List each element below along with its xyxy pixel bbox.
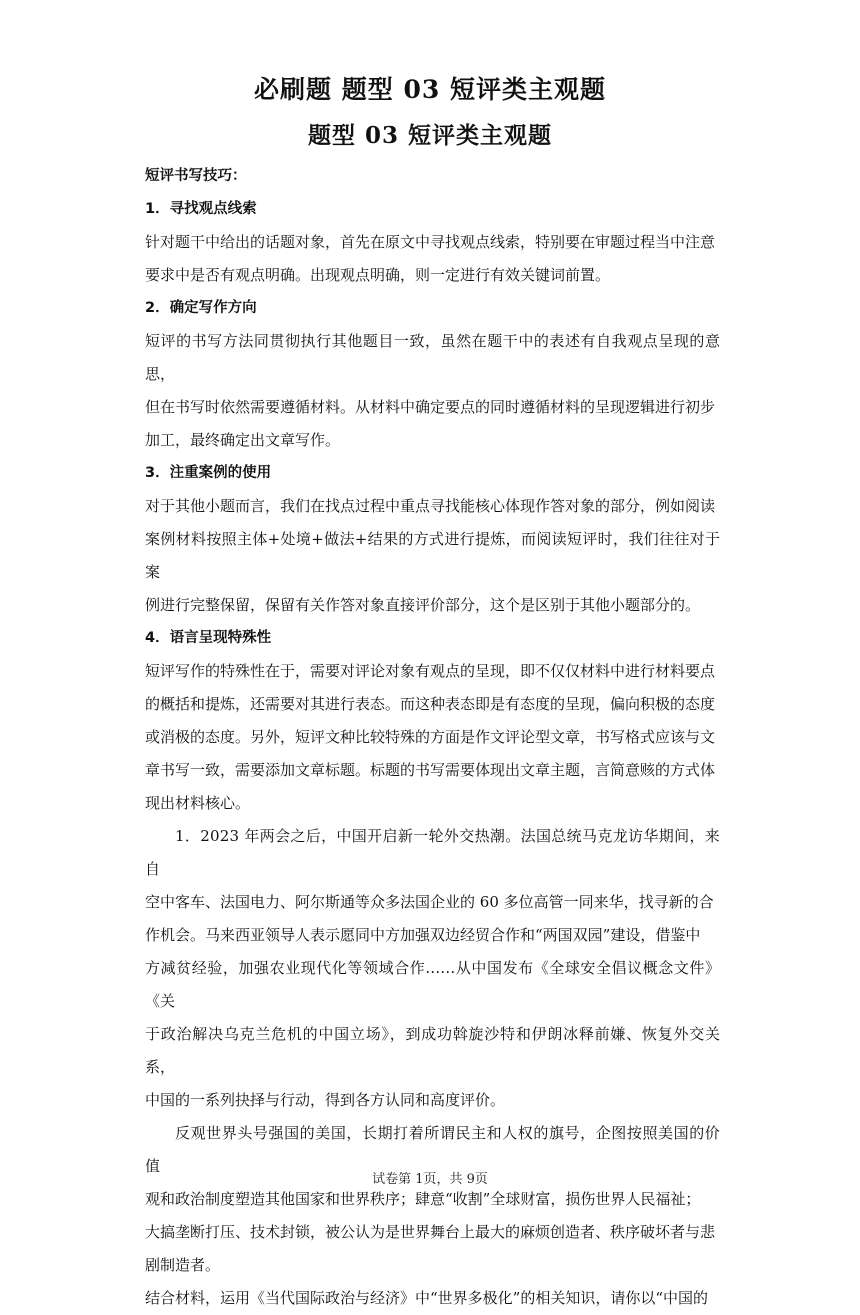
section-text-line: 但在书写时依然需要遵循材料。从材料中确定要点的同时遵循材料的呈现逻辑进行初步 xyxy=(145,398,716,416)
section-heading: 4．语言呈现特殊性 xyxy=(145,630,272,646)
section-text-line: 对于其他小题而言，我们在找点过程中重点寻找能核心体现作答对象的部分，例如阅读 xyxy=(145,497,716,515)
page-footer: 试卷第 1页，共 9页 xyxy=(372,1172,488,1187)
section-heading: 1．寻找观点线索 xyxy=(145,201,257,217)
material-line: 中国的一系列抉择与行动，得到各方认同和高度评价。 xyxy=(145,1091,506,1109)
section-text-line: 针对题干中给出的话题对象，首先在原文中寻找观点线索，特别要在审题过程当中注意 xyxy=(145,233,716,251)
material-line: 反观世界头号强国的美国，长期打着所谓民主和人权的旗号，企图按照美国的价值 xyxy=(145,1124,720,1175)
page-title: 必刷题 题型 03 短评类主观题 xyxy=(254,75,606,104)
section-text-line: 或消极的态度。另外，短评文种比较特殊的方面是作文评论型文章，书写格式应该与文 xyxy=(145,728,716,746)
question-prompt: 结合材料，运用《当代国际政治与经济》中“世界多极化”的相关知识，请你以“中国的 xyxy=(145,1289,709,1307)
document-body xyxy=(145,160,720,1315)
material-line: 观和政治制度塑造其他国家和世界秩序；肆意“收割”全球财富，损伤世界人民福祉； xyxy=(145,1190,701,1208)
material-line: 1．2023 年两会之后，中国开启新一轮外交热潮。法国总统马克龙访华期间，来自 xyxy=(145,827,720,878)
section-heading: 2．确定写作方向 xyxy=(145,300,257,316)
material-line: 于政治解决乌克兰危机的中国立场》，到成功斡旋沙特和伊朗冰释前嫌、恢复外交关系， xyxy=(145,1025,720,1076)
section-text-line: 短评的书写方法同贯彻执行其他题目一致，虽然在题干中的表述有自我观点呈现的意思， xyxy=(145,332,720,383)
page-subtitle: 题型 03 短评类主观题 xyxy=(307,122,553,149)
section-text-line: 章书写一致，需要添加文章标题。标题的书写需要体现出文章主题，言简意赅的方式体 xyxy=(145,761,716,779)
section-heading: 3．注重案例的使用 xyxy=(145,465,272,481)
section-text-line: 短评写作的特殊性在于，需要对评论对象有观点的呈现，即不仅仅材料中进行材料要点 xyxy=(145,662,716,680)
material-line: 作机会。马来西亚领导人表示愿同中方加强双边经贸合作和“两国双园”建设，借鉴中 xyxy=(145,926,701,944)
material-line: 剧制造者。 xyxy=(145,1256,221,1274)
intro-heading: 短评书写技巧： xyxy=(145,168,247,184)
material-line: 空中客车、法国电力、阿尔斯通等众多法国企业的 60 多位高管一同来华，找寻新的合 xyxy=(145,893,714,911)
section-text-line: 例进行完整保留，保留有关作答对象直接评价部分，这个是区别于其他小题部分的。 xyxy=(145,596,701,614)
section-text-line: 案例材料按照主体+处境+做法+结果的方式进行提炼，而阅读短评时，我们往往对于案 xyxy=(145,530,720,581)
section-text-line: 的概括和提炼，还需要对其进行表态。而这种表态即是有态度的呈现，偏向积极的态度 xyxy=(145,695,716,713)
material-line: 大搞垄断打压、技术封锁，被公认为是世界舞台上最大的麻烦创造者、秩序破坏者与悲 xyxy=(145,1223,716,1241)
section-text-line: 加工，最终确定出文章写作。 xyxy=(145,431,341,449)
section-text-line: 现出材料核心。 xyxy=(145,794,251,812)
section-text-line: 要求中是否有观点明确。出现观点明确，则一定进行有效关键词前置。 xyxy=(145,266,611,284)
material-line: 方减贫经验，加强农业现代化等领域合作……从中国发布《全球安全倡议概念文件》《关 xyxy=(145,959,720,1010)
